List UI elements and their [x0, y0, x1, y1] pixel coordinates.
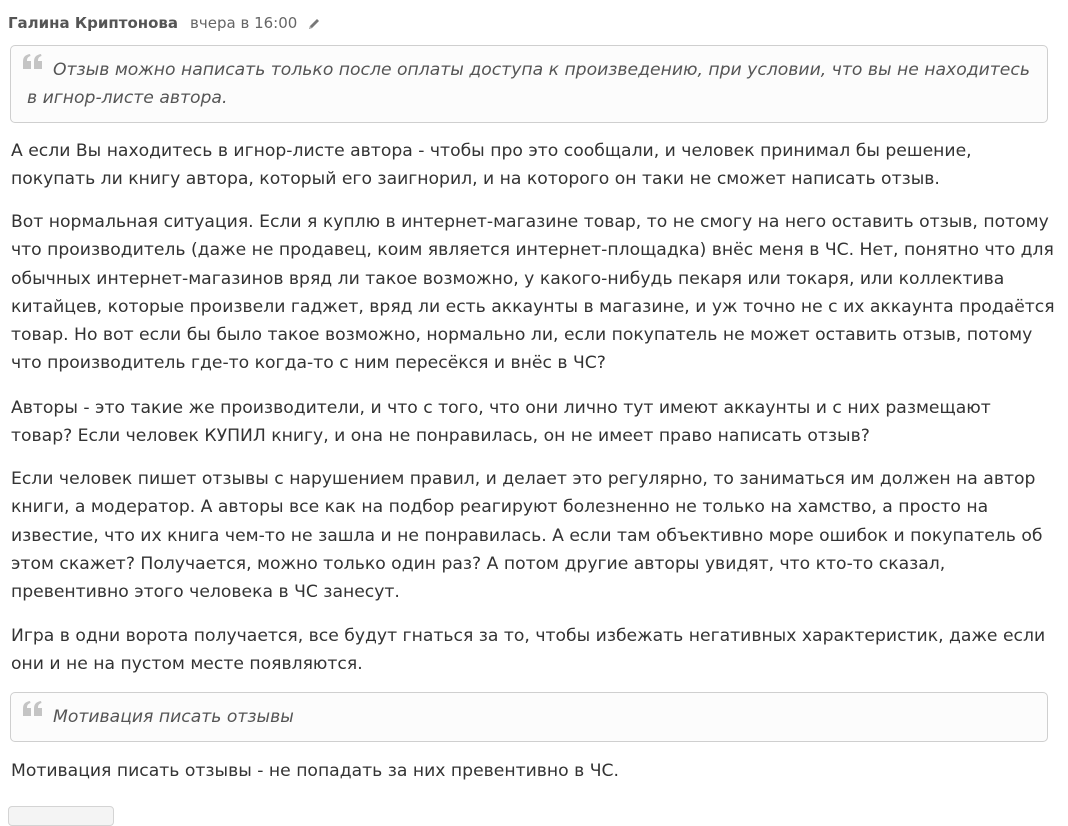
comment-paragraph: Вот нормальная ситуация. Если я куплю в интернет-магазине товар, то не смогу на него оставить отзыв, потому что производитель (даже не продавец, коим является интернет-площадка) внёс меня в ЧС. Нет, понятно что для обычных интернет-магазинов вряд ли такое возможно, у какого-нибудь пекаря или токаря, или коллектива китайцев, которые произвели гаджет, вряд ли есть аккаунты в магазине, и уж точно не с их аккаунта продаётся товар. Но вот если бы было такое возможно, нормально ли, если покупатель не может оставить отзыв, потому что производитель где-то когда-то с ним пересёкся и внёс в ЧС? — [11, 212, 1055, 374]
quote-block — [10, 692, 1048, 742]
comment-paragraph: Игра в одни ворота получается, все будут гнаться за то, чтобы избежать негативных характеристик, даже если они и не на пустом месте появляются. — [11, 626, 1046, 675]
comment-action-button[interactable] — [8, 806, 114, 826]
pencil-icon[interactable] — [307, 16, 321, 30]
comment-paragraph: Если человек пишет отзывы с нарушением правил, и делает это регулярно, то заниматься им должен на автор книги, а модератор. А авторы все как на подбор реагируют болезненно не только на хамство, а просто на известие, что их книга чем-то не зашла и не понравилась. А если там объективно море ошибок и покупатель об этом скажет? Получается, можно только один раз? А потом другие авторы увидят, что кто-то сказал, превентивно этого человека в ЧС занесут. — [11, 469, 1043, 603]
quote-text: Мотивация писать отзывы — [53, 707, 294, 727]
comment-paragraph: Мотивация писать отзывы - не попадать за них превентивно в ЧС. — [11, 761, 619, 781]
comment-header — [8, 12, 321, 34]
comment-paragraph: Авторы - это такие же производители, и что с того, что они лично тут имеют аккаунты и с них размещают товар? Если человек КУПИЛ книгу, и она не понравилась, он не имеет право написать отзыв? — [11, 398, 991, 447]
quote-text: Отзыв можно написать только после оплаты доступа к произведению, при условии, что вы не находитесь в игнор-листе автора. — [27, 60, 1030, 108]
author-name[interactable]: Галина Криптонова — [8, 14, 179, 32]
comment-paragraph: А если Вы находитесь в игнор-листе автора - чтобы про это сообщали, и человек принимал бы решение, покупать ли книгу автора, который его заигнорил, и на которого он таки не сможет написать отзыв. — [11, 141, 972, 190]
quote-block — [10, 45, 1048, 123]
comment-timestamp: вчера в 16:00 — [190, 14, 298, 32]
